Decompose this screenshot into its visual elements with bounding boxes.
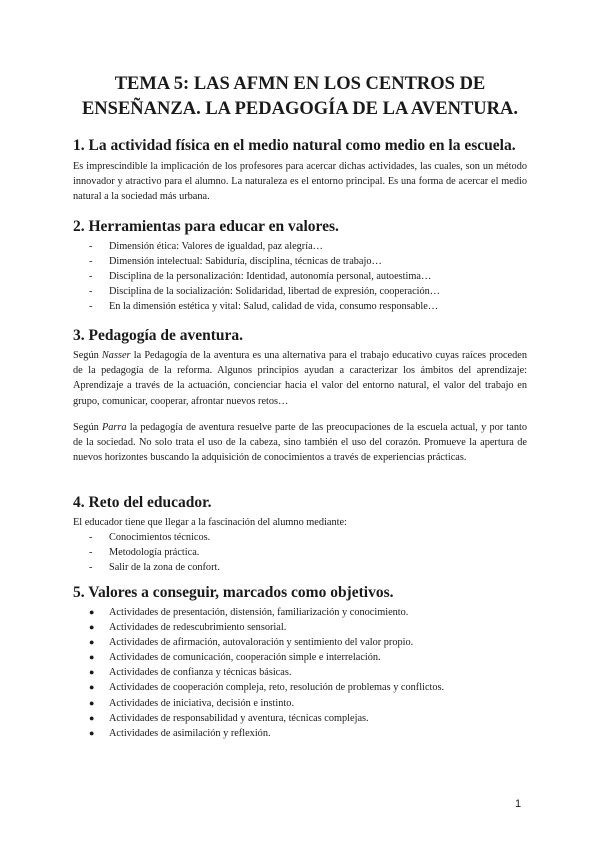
section-3-paragraph-nasser: Según Nasser la Pedagogía de la aventura es una alternativa para el trabajo educativo cuyas raíces proceden de la pedagogía de la reforma. Algunos principios ayudan a caracterizar los ámbitos del aprendizaje: Aprendizaje a través de la actuación, concienciar hacia el valor del entorno natural, el valor del trabajo en grupo, comunicar, cooperar, afrontar nuevos retos… [73, 350, 527, 407]
section-1-heading: 1. La actividad física en el medio natural como medio en la escuela. [73, 137, 516, 154]
list-item: - Dimensión intelectual: Sabiduría, disciplina, técnicas de trabajo… [89, 256, 382, 268]
section-4-list [73, 530, 527, 575]
section-3-paragraph-parra: Según Parra la pedagogía de aventura resuelve parte de las preocupaciones de la escuela actual, y por tanto de la sociedad. No solo trata el uso de la cabeza, sino también el uso del corazón. Promueve la apertura de nuevos horizontes buscando la adquisición de conocimientos a través de experiencias prácticas. [73, 422, 527, 464]
list-item: ● Actividades de cooperación compleja, reto, resolución de problemas y conflictos. [89, 682, 445, 694]
section-2-list [73, 239, 527, 314]
list-item: - En la dimensión estética y vital: Salud, calidad de vida, consumo responsable… [89, 301, 439, 313]
list-item: ● Actividades de redescubrimiento sensorial. [89, 622, 287, 634]
section-4-intro: El educador tiene que llegar a la fascinación del alumno mediante: [73, 517, 347, 528]
section-3-heading: 3. Pedagogía de aventura. [73, 327, 244, 344]
list-item: - Metodología práctica. [89, 547, 200, 559]
section-5-list [73, 605, 527, 741]
list-item: ● Actividades de presentación, distensión, familiarización y conocimiento. [89, 607, 409, 618]
section-1-paragraph: Es imprescindible la implicación de los profesores para acercar dichas actividades, las cuales, son un método innovador y atractivo para el alumno. La naturaleza es el entorno principal. Es una forma de acercar el medio natural a la sociedad más urbana. [73, 161, 527, 203]
list-item: ● Actividades de afirmación, autovaloración y sentimiento del valor propio. [89, 637, 414, 649]
author-parra: Parra [101, 422, 127, 433]
list-item: ● Actividades de comunicación, cooperación simple e interrelación. [89, 652, 381, 664]
list-item: - Disciplina de la personalización: Identidad, autonomía personal, autoestima… [89, 271, 432, 283]
section-4-heading: 4. Reto del educador. [73, 494, 212, 511]
list-item: - Disciplina de la socialización: Solidaridad, libertad de expresión, cooperación… [89, 286, 441, 298]
list-item: - Conocimientos técnicos. [89, 532, 211, 543]
list-item: - Dimensión ética: Valores de igualdad, paz alegría… [89, 241, 323, 252]
list-item: ● Actividades de iniciativa, decisión e instinto. [89, 697, 295, 709]
list-item: ● Actividades de confianza y técnicas básicas. [89, 667, 292, 679]
document-title: TEMA 5: LAS AFMN EN LOS CENTROS DE ENSEÑANZA. LA PEDAGOGÍA DE LA AVENTURA. [81, 74, 519, 119]
author-nasser: Nasser [101, 350, 131, 361]
section-2-heading: 2. Herramientas para educar en valores. [73, 218, 339, 235]
list-item: ● Actividades de responsabilidad y aventura, técnicas complejas. [89, 712, 369, 724]
list-item: - Salir de la zona de confort. [89, 562, 220, 574]
page-number: 1 [515, 798, 522, 810]
list-item: ● Actividades de asimilación y reflexión. [89, 727, 271, 739]
section-5-heading: 5. Valores a conseguir, marcados como objetivos. [73, 584, 394, 601]
